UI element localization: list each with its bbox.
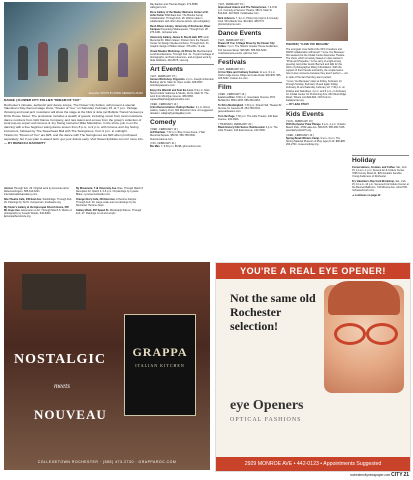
theater-column bbox=[286, 3, 348, 148]
event-item: [ WED., FEBRUARY 19 ] Artist Demonstration: Kathryn Barker. 2 p.m. Direct Gallery, Gallery of Art, 300 Rosethorn Ave. Art suggested donation. calligraphyartistgallery.com. bbox=[150, 102, 213, 116]
ad-contact-bar: 2929 MONROE AVE • 442-0123 • Appointments Suggested bbox=[216, 457, 410, 471]
glasses-right-lens bbox=[366, 323, 398, 345]
ad-headline: YOU'RE A REAL EYE OPENER! bbox=[216, 263, 410, 279]
event-item: Enjoy the Warmth and Feel the Love. 5-9 p.m. Main Street Artists' Galleries & Studio, 112 E. Main St. The work from MoniQue Greene. 389-0683. squaredfilephotographystudios.com. bbox=[150, 88, 210, 102]
event-item: Nick Johnson. 7, 9 p.m. Photo City Improv & Comedy Club, 543 Atlantic Ave. $10-$15. 4807770. photocityimprov.com. bbox=[218, 16, 279, 27]
article-byline: — BY REBECCA RAFFERTY bbox=[4, 140, 46, 145]
event-item: To Kill a Mockingbird. 7:30 p.m. Strand Hall, Theater 82 Sunrise St. Geneva 35. 253-789-5151. genevatheaters.com. bbox=[218, 103, 282, 114]
article-body: "I Love You Because" plays at Friday, February 14 through Sunday, February 16 and again Friday, February 21 and Saturday, February 22. 7:30 p.m. on Fridays and Saturdays, 2 p.m. and 6 p.m. on February 16. Kodak Center for Performing Arts, 200 West Ridge Road. Tickets cost $22-$24. OFCS & Co. kodakcenter.org. bbox=[286, 80, 347, 102]
column-spacer bbox=[352, 3, 409, 153]
page-label: CITY bbox=[391, 472, 403, 478]
continues-link[interactable]: ➜ continues on page 22 bbox=[352, 193, 381, 197]
event-item: Conversations, Cookies, and Coffee. Sat., Feb. 15, 11 a.m.-1 p.m. Seneca Art & Culture Center, 7095 County Road 41. $20 donation benefits Young Audiences of Rochester. bbox=[352, 166, 408, 179]
article-byline: — BY LEAH STACY bbox=[286, 103, 310, 107]
event-item: Fry Valentine's Day Card Workshop. Sat., Feb. 15, 10 a.m.-12 p.m. Seneca Art & Culture Center at the Bennett Ballroom, 743 Monroe Ave. 244-2700. rochesterbrush.com. bbox=[352, 179, 409, 193]
event-item: [ THURSDAY, FEBRUARY 20 ] Black History Film Series: Bamboozled. 6 p.m. The Little Theatre, 240 East Avenue. 232-3906. bbox=[218, 122, 278, 132]
section-title-comedy: Comedy bbox=[150, 117, 214, 127]
section-title-film: Film bbox=[218, 82, 282, 92]
listing-item: My Sister's Gallery at the Episcopal Church Home, 505 Mt. Hope Ave. Adventures in Art. Through March 6. Works of photography by Joseph Woods. 546-8400. EpiscopalSeniorLife.org. bbox=[4, 205, 72, 218]
ad-headline-meets: meets bbox=[54, 382, 70, 390]
hair-shape bbox=[328, 281, 400, 315]
listings-column-b bbox=[76, 187, 146, 217]
listing-item: Rush Rhees Library, University of Rochester, River Campus Presenting Shakespeare. Through Feb. 28. 275-4461. rochester.edu. bbox=[150, 24, 211, 34]
theater-photo bbox=[286, 3, 348, 41]
event-item: [ FRI., FEBRUARY 21 ] Bio Max. 7, 9:30 p.m. $5-$8. glimmerbox.com. bbox=[150, 142, 202, 149]
section-title-art-events: Art Events bbox=[150, 64, 214, 74]
ad-footer: COLLEGETOWN ROCHESTER · (585) 473-2730 · GRAPPAROC.COM bbox=[37, 460, 177, 464]
event-item: [ WED., FEBRUARY 19 ] Spring Break Winters Camp. 9 a.m.-3 p.m. The Strong National Museum of Play. Ages 6-10. $80-$95. 263-2700. museumofplay.org. bbox=[286, 133, 346, 146]
ad-tagline: Not the same old Rochester selection! bbox=[230, 291, 316, 333]
section-title-dance-events: Dance Events bbox=[218, 28, 282, 38]
article-headline: THEATER | "I LOVE YOU BECAUSE" bbox=[286, 43, 330, 46]
event-item: [ SAT., FEBRUARY 15 ] Amoun Workshop: Drypoints. 2 p.m. Joseph Arboretum Building 112 E. Main St. Open studio. 489-9537. fromthegrapevine.com. bbox=[150, 74, 215, 88]
grappa-ad[interactable] bbox=[4, 262, 210, 470]
photo-credit: Ensemble. PHOTO BY ROBIN GERMANY-LOUGH bbox=[88, 92, 143, 95]
listings-column-a bbox=[4, 187, 72, 220]
listing-item: Orange Glory Cafe, 240 East Ave. A Heroine Sample. Through Feb. 29. Large-scale and cut paintings by the Rochester Heroine-Team. bbox=[76, 197, 137, 208]
article-dance bbox=[4, 99, 146, 145]
restaurant-interior-image bbox=[22, 274, 86, 310]
article-body: Rochester's intimate, authentic jazz dance troupe, The Flower City Follies, will present a special Valentine's Day-themed stage show, "Dream of You," on Saturday, February 15, at 7 p.m. Vintage-throwing and local jazz musicians will show the stage at the Nick & Julie (at Multiple Transit Venues) a DOG House Street. The production includes a wealth of guests, including music from local musicians, dance numbers from Glitz Dance Company, and rare talent and emcee from the group's collection of local pop-up expert and Groove & Joy Swing instructor Mike Mandolino. In the show, join in on the dancing with a free beginner swing dance lesson from 8 p.m. to 9 p.m. with Groove and Joy Swing instructors, followed by The Sweetheart Ball with The Swingtones, from 9 p.m. to midnight. bbox=[4, 102, 144, 133]
dancer-figure bbox=[118, 43, 128, 77]
dance-photo bbox=[4, 2, 146, 97]
listing-item: Ray Easton and Thomas Ragan. 272-5888. valleyjazz.com. bbox=[150, 3, 199, 10]
ad-headline-nouveau: NOUVEAU bbox=[34, 407, 107, 422]
page-footer bbox=[0, 471, 413, 480]
eye-openers-ad[interactable] bbox=[215, 262, 411, 472]
glasses-left-lens bbox=[334, 323, 366, 345]
listing-item: Visual Studies Workshop, 31 Prince St. Mechanical & Lucid Recollections. Through Feb. 21. Tri-part trunkage of photographs, archival references, and art glass work by Aida Goldstein. 442-8676. vsw.org. bbox=[150, 49, 214, 62]
event-item: [ WED., FEBRUARY 19 ] Jeff Dunham. 7:30 p.m. Blue Cross Arena, 1 War Memorial Square. $56.50. 585-758-5300. bluecrossarena.com. bbox=[150, 128, 206, 141]
article-headline: DANCE | FLOWER CITY FOLLIES "DREAM OF YOU" bbox=[4, 98, 81, 102]
article-body: The energetic crew behind the OFC Creations and RAPR collaboration will launch "I Love You Because" this weekend at the Kodak Center Executive Theatre. The show, which is loosely based on Jane Austen's "Pride and Prejudice," is the story of a light-strung greeting card writer Austin Bennett and falls for the whim of photographer Marcy Fitzwilliams. With the support of their friends and family, the couple learns how to love someone because they aren't perfect — not in spite of the fact that they aren't perfect. bbox=[286, 47, 348, 79]
listing-item: Ny Movement, 7 Hi University Ave. Rise. Through March 8. Reception Fri. March 6, 6-8 p.m. Oil paintings by Lynette Blake. nymovementstudio.com. bbox=[76, 187, 144, 197]
holiday-column bbox=[352, 3, 409, 199]
dancer-figure bbox=[98, 47, 108, 81]
section-title-kids-events: Kids Events bbox=[286, 109, 348, 119]
page-number: 21 bbox=[403, 472, 409, 478]
dancer-figure bbox=[58, 48, 68, 82]
dancer-figure bbox=[78, 44, 88, 78]
event-item: [ SAT., FEBRUARY 15 ] Improvised Jokers and The Twistertones. 7 & 9:30 p.m. Comedy at Seneca Theatre, 980 S. Main St. $12-$10. 322-5400. hiciatheater.com. bbox=[218, 3, 278, 16]
article-body-tickets: Tickets for "Dream of You" are $25, and the dance with The Swingtones are $20 when purchased separately, but if you plan to attend both, get your tickets early. Visit flowercityfollies.com for more info. — BY REBECCA RAFFERTY bbox=[4, 133, 144, 145]
ad-headline-nostalgic: NOSTALGIC bbox=[14, 352, 106, 367]
listing-item: Gallery Ward, 287 Speed St. Mississippi Silence. Through Feb. 27. Paintings on oil and acrylic. bbox=[76, 208, 142, 215]
event-item: [ SUN., FEBRUARY 16 ] 2016 Rochester Polar Plunge. 9 a.m.-1 p.m. Ontario Beach Park, 4799 Lake Ave. $50-$75. 585-386-7436. specialolympicsNY.org. bbox=[286, 119, 346, 132]
section-title-festivals: Festivals bbox=[218, 57, 282, 67]
dancer-figure bbox=[18, 46, 28, 80]
site-url: rochestercitynewspaper.com bbox=[349, 473, 391, 477]
dancer-figure bbox=[38, 42, 48, 76]
listing-item: University Gallery, James E. Booth Hall, RIT Lomb Memorial Dr. Milton Glaser: Posters from the Hanesh Center for Design Studies Archives. Through Feb. 21. Graphic design of Milton Glaser. 475-2411. rit.edu. bbox=[150, 35, 210, 48]
event-item: Turn the Page. 7:30 p.m. The Little Theatre, 240 East Avenue. 232-3906. bbox=[218, 114, 278, 121]
listing-item: Ross Gallery of the Skalny Welcome Center at St. John Fisher 3690 East Ave. The Brooks Group Collaboration. Through Feb. 28. Works made in collaboration with other diverse artists. sjfc.edu/gallery. bbox=[150, 10, 211, 24]
section-title-holiday: Holiday bbox=[352, 155, 409, 165]
listings-column-2 bbox=[150, 3, 214, 150]
eye-openers-logo: eye Openers OPTICAL FASHIONS bbox=[230, 398, 304, 423]
event-item: [ WED., FEBRUARY 19 ] Love is a Kiss. 6:30 p.m. Greenlaws Cinema, 2571 Buffalo Rd. 8500-1093. 585-250-6363. bbox=[218, 93, 276, 103]
listings-column-3 bbox=[218, 3, 282, 134]
listing-item: Site Theatre Café, 340 East Ave. Stockbridge. Through Feb. 29. Paintings by Tod N. Cooperman. tinstheatre.org. bbox=[4, 197, 73, 204]
event-item: [ SAT., FEBRUARY 15 ] Art Ice Wine and Culinary Festival. 11 a.m.-5 p.m. Clark Lodge Arena, Ridge and Lake Road. $30-$35. 585-223-5222. crocker-inn.com. bbox=[218, 67, 282, 80]
event-item: [ SAT., FEBRUARY 15 ] Dream Of You: A Stage Show by the Flower City Follies. 7 p.m. The Historic Greater House Auditorium, 101 Geneva Street. $25-$30. 585-563-5242. muichsseneca.events. glimmer.com. bbox=[218, 39, 279, 55]
listing-item: Amicus Through Feb. 29. Original work by American artist Rebecca Rogers. 585-613-5221. internationalartsacademy.com. bbox=[4, 187, 69, 197]
grappa-logo: GRAPPA ITALIAN KITCHEN bbox=[124, 314, 196, 416]
model-photo bbox=[324, 285, 404, 393]
